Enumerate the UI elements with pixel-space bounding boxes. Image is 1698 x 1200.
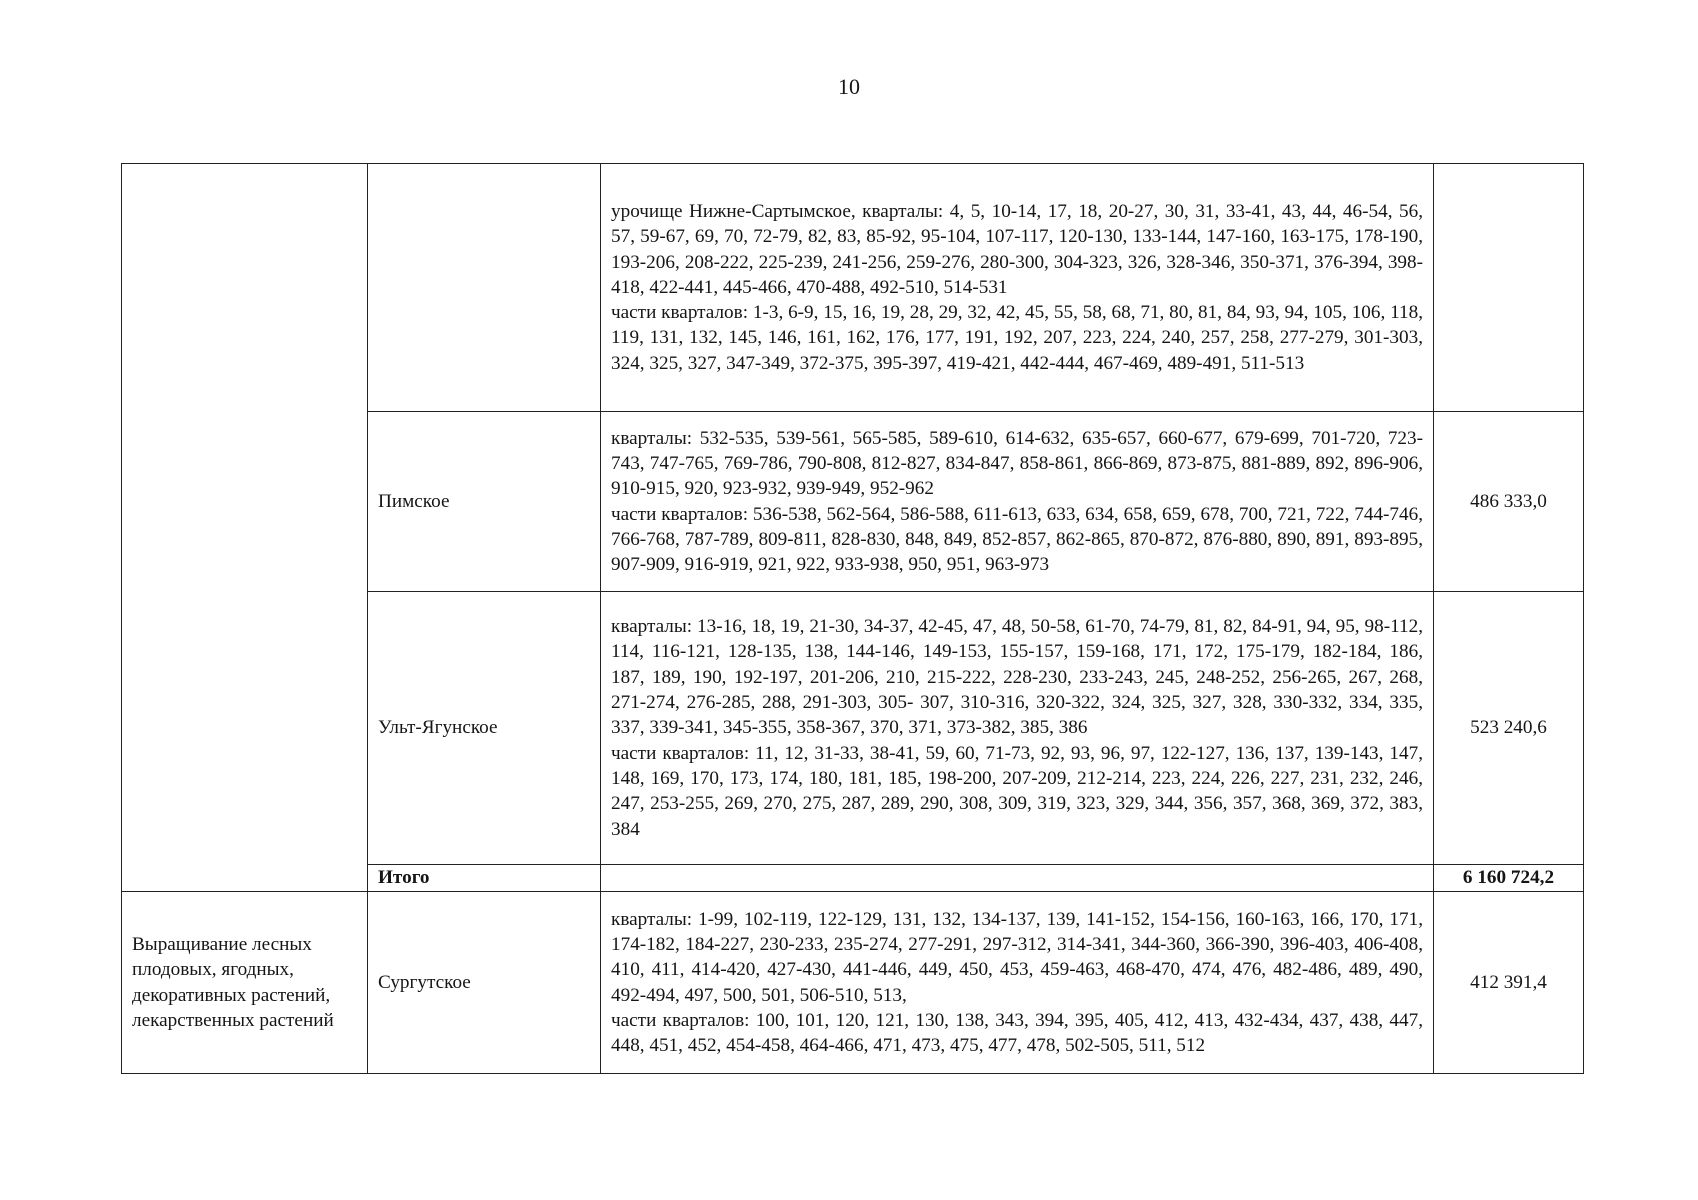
quarters-text: кварталы: 532-535, 539-561, 565-585, 589-610, 614-632, 635-657, 660-677, 679-699, 701-720, 723-743, 747-765, 769-786, 790-808, 812-827, 834-847, 858-861, 866-869, 873-875, 881-889, 892, 896-906, 910-915, 920, 923-932, 939-949, 952-962 bbox=[611, 427, 1423, 500]
forest-use-table bbox=[121, 163, 1584, 1074]
total-label: Итого bbox=[368, 865, 601, 892]
forestry-cell: Пимское bbox=[368, 412, 601, 592]
quarter-parts-text: части кварталов: 100, 101, 120, 121, 130, 138, 343, 394, 395, 405, 412, 413, 432-434, 437, 438, 447, 448, 451, 452, 454-458, 464-466, 471, 473, 475, 477, 478, 502-505, 511, 512 bbox=[611, 1009, 1423, 1057]
purpose-cell: Выращивание лесных плодовых, ягодных, декоративных растений, лекарственных растений bbox=[122, 892, 368, 1074]
table-row bbox=[122, 892, 1584, 1074]
purpose-cell bbox=[122, 164, 368, 892]
quarters-cell bbox=[601, 412, 1434, 592]
quarters-text: кварталы: 1-99, 102-119, 122-129, 131, 132, 134-137, 139, 141-152, 154-156, 160-163, 166, 170, 171, 174-182, 184-227, 230-233, 235-274, 277-291, 297-312, 314-341, 344-360, 366-390, 396-403, 406-408, 410, 411, 414-420, 427-430, 441-446, 449, 450, 453, 459-463, 468-470, 474, 476, 482-486, 489, 490, 492-494, 497, 500, 501, 506-510, 513, bbox=[611, 908, 1423, 1006]
quarter-parts-text: части кварталов: 1-3, 6-9, 15, 16, 19, 28, 29, 32, 42, 45, 55, 58, 68, 71, 80, 81, 84, 93, 94, 105, 106, 118, 119, 131, 132, 145, 146, 161, 162, 176, 177, 191, 192, 207, 223, 224, 240, 257, 258, 277-279, 301-303, 324, 325, 327, 347-349, 372-375, 395-397, 419-421, 442-444, 467-469, 489-491, 511-513 bbox=[611, 302, 1423, 374]
area-cell bbox=[1434, 164, 1584, 412]
forestry-cell bbox=[368, 164, 601, 412]
quarters-cell bbox=[601, 592, 1434, 865]
quarter-parts-text: части кварталов: 536-538, 562-564, 586-588, 611-613, 633, 634, 658, 659, 678, 700, 721, 722, 744-746, 766-768, 787-789, 809-811, 828-830, 848, 849, 852-857, 862-865, 870-872, 876-880, 890, 891, 893-895, 907-909, 916-919, 921, 922, 933-938, 950, 951, 963-973 bbox=[611, 503, 1423, 576]
total-value: 6 160 724,2 bbox=[1434, 865, 1584, 892]
empty-cell bbox=[601, 865, 1434, 892]
quarter-parts-text: части кварталов: 11, 12, 31-33, 38-41, 59, 60, 71-73, 92, 93, 96, 97, 122-127, 136, 137, 139-143, 147, 148, 169, 170, 173, 174, 180, 181, 185, 198-200, 207-209, 212-214, 223, 224, 226, 227, 231, 232, 246, 247, 253-255, 269, 270, 275, 287, 289, 290, 308, 309, 319, 323, 329, 344, 356, 357, 368, 369, 372, 383, 384 bbox=[611, 742, 1423, 840]
quarters-cell bbox=[601, 892, 1434, 1074]
area-cell: 486 333,0 bbox=[1434, 412, 1584, 592]
quarters-text: урочище Нижне-Сартымское, кварталы: 4, 5, 10-14, 17, 18, 20-27, 30, 31, 33-41, 43, 44, 46-54, 56, 57, 59-67, 69, 70, 72-79, 82, 83, 85-92, 95-104, 107-117, 120-130, 133-144, 147-160, 163-175, 178-190, 193-206, 208-222, 225-239, 241-256, 259-276, 280-300, 304-323, 326, 328-346, 350-371, 376-394, 398-418, 422-441, 445-466, 470-488, 492-510, 514-531 bbox=[611, 200, 1423, 298]
quarters-text: кварталы: 13-16, 18, 19, 21-30, 34-37, 42-45, 47, 48, 50-58, 61-70, 74-79, 81, 82, 84-91, 94, 95, 98-112, 114, 116-121, 128-135, 138, 144-146, 149-153, 155-157, 159-168, 171, 172, 175-179, 182-184, 186, 187, 189, 190, 192-197, 201-206, 210, 215-222, 228-230, 233-243, 245, 248-252, 256-265, 267, 268, 271-274, 276-285, 288, 291-303, 305- 307, 310-316, 320-322, 324, 325, 327, 328, 330-332, 334, 335, 337, 339-341, 345-355, 358-367, 370, 371, 373-382, 385, 386 bbox=[611, 616, 1423, 739]
page-number: 10 bbox=[838, 74, 860, 99]
forestry-cell: Ульт-Ягунское bbox=[368, 592, 601, 865]
area-cell: 523 240,6 bbox=[1434, 592, 1584, 865]
forestry-cell: Сургутское bbox=[368, 892, 601, 1074]
table-row bbox=[122, 164, 1584, 412]
area-cell: 412 391,4 bbox=[1434, 892, 1584, 1074]
quarters-cell bbox=[601, 164, 1434, 412]
